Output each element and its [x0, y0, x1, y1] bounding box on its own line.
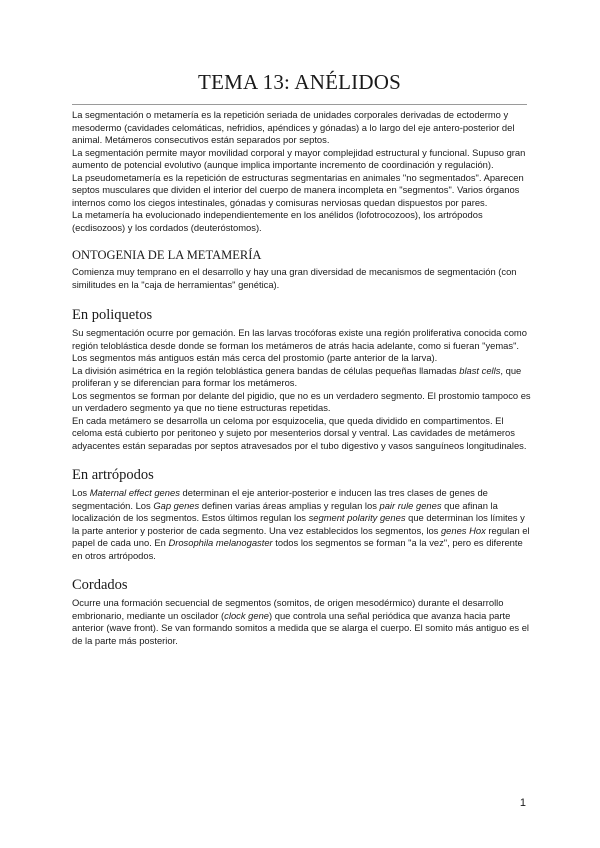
- poliquetos-paragraph: Los segmentos se forman por delante del pigidio, que no es un verdadero segmento. El prostomio tampoco es un verdadero segmento ya que no tiene estructuras repetidas.: [72, 389, 531, 413]
- text-run: Ocurre una formación secuencial de segmentos (somitos, de origen mesodérmico) durante el desarrollo embrionario, mediante un oscilador (: [72, 597, 504, 621]
- italic-term: blast cells: [459, 364, 501, 376]
- text-run: determinan el eje anterior-posterior e inducen las tres clases de genes de segmentación. Los: [72, 487, 488, 511]
- cordados-paragraph: [72, 597, 532, 647]
- italic-term: clock gene: [224, 609, 269, 621]
- italic-term: Maternal effect genes: [89, 487, 180, 498]
- italic-term: Drosophila melanogaster: [168, 537, 273, 548]
- text-run: , que proliferan y se diferencian para formar los metámeros.: [72, 364, 522, 388]
- page-number: 1: [519, 797, 526, 809]
- page-title: TEMA 13: ANÉLIDOS: [198, 70, 401, 94]
- intro-paragraph: La metamería ha evolucionado independientemente en los anélidos (lofotrocozoos), los artrópodos (ecdisozoos) y los cordados (deuteróstomos).: [72, 209, 483, 233]
- poliquetos-paragraph: Su segmentación ocurre por gemación. En las larvas trocóforas existe una región proliferativa conocida como región teloblástica desde donde se forman los metámeros de atrás hacia adelante, como si fueran "yemas". Los segmentos más antiguos están más cerca del prostomio (parte anterior de la larva).: [72, 327, 527, 363]
- title-divider: [72, 104, 527, 105]
- artropodos-paragraph: [72, 487, 532, 562]
- intro-paragraph: La pseudometamería es la repetición de estructuras segmentarias en animales "no segmentados". Aparecen septos musculares que dividen el interior del cuerpo de manera incompleta en "segmentos". Varios órganos internos como los ciegos intestinales, gónadas y comisuras nerviosas quedan dispuestos por pares.: [72, 171, 524, 208]
- text-run: La división asimétrica en la región teloblástica genera bandas de células pequeñas llamadas: [72, 364, 460, 376]
- text-run: Los: [72, 487, 90, 498]
- text-run: definen varias áreas amplias y regulan los: [199, 499, 380, 511]
- ontogenia-paragraph: Comienza muy temprano en el desarrollo y hay una gran diversidad de mecanismos de segmentación (con similitudes en la "caja de herramientas" genética).: [72, 266, 517, 290]
- text-run: que determinan los límites y la parte anterior y posterior de cada segmento. Una vez establecidos los segmentos, los: [72, 512, 525, 536]
- section-heading-cordados: Cordados: [72, 577, 128, 593]
- section-heading-artropodos: En artrópodos: [72, 467, 154, 483]
- section-heading-ontogenia: ONTOGENIA DE LA METAMERÍA: [72, 248, 262, 262]
- italic-term: genes Hox: [440, 524, 486, 536]
- text-run: regulan el papel de cada uno. En: [72, 524, 530, 548]
- intro-paragraph: La segmentación permite mayor movilidad corporal y mayor complejidad estructural y funcional. Supuso gran aumento de potencial evolutivo (aunque implica importante incremento de coordinación y regulación).: [72, 146, 526, 170]
- italic-term: segment polarity genes: [308, 512, 406, 523]
- text-run: todos los segmentos se forman "a la vez", pero es diferente en otros artrópodos.: [72, 537, 523, 561]
- intro-paragraph: La segmentación o metamería es la repetición seriada de unidades corporales derivadas de ectodermo y mesodermo (cavidades celomáticas, nefridios, apéndices y gónadas) a lo largo del eje antero-posterior del animal. Metámeros consecutivos están separados por septos.: [72, 109, 515, 145]
- italic-term: pair rule genes: [379, 499, 442, 511]
- section-heading-poliquetos: En poliquetos: [72, 307, 153, 323]
- italic-term: Gap genes: [153, 499, 200, 511]
- document-body: [72, 109, 532, 647]
- poliquetos-paragraph: [72, 365, 532, 390]
- text-run: que afinan la localización de los segmentos. Estos últimos regulan los: [72, 499, 498, 523]
- text-run: ) que controla una señal periódica que avanza hacia parte anterior (wave front). Se van formando somitos a medida que se alarga el cuerpo. El somito más antiguo es el de la parte más posterior.: [72, 609, 530, 646]
- poliquetos-paragraph: En cada metámero se desarrolla un celoma por esquizocelia, que queda dividido en compartimentos. El celoma está cubierto por peritoneo y sujeto por mesenterios dorsal y ventral. Las cavidades de metámeros adyacentes están separadas por septos atravesados por el tubo digestivo y vasos sanguíneos longitudinales.: [72, 414, 527, 451]
